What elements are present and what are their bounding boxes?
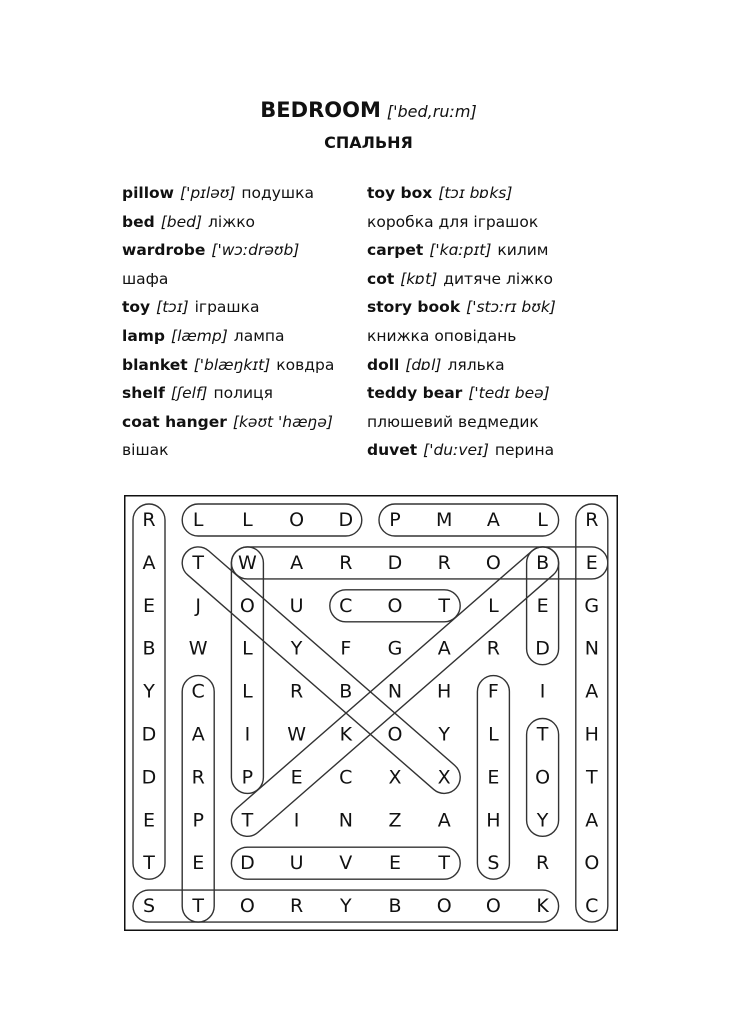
word-search-svg	[124, 495, 618, 931]
grid-letter: B	[536, 551, 550, 574]
grid-letter: I	[539, 680, 546, 703]
title-word: BEDROOM	[260, 98, 381, 122]
vocab-line	[122, 351, 382, 380]
grid-letter: D	[387, 551, 403, 574]
vocab-translation: коробка для іграшок	[367, 212, 539, 231]
vocab-line	[367, 408, 667, 437]
vocab-transcription: ['duːveɪ]	[423, 441, 489, 460]
vocab-line	[367, 322, 667, 351]
vocab-list-right	[367, 179, 667, 465]
vocab-line	[367, 293, 667, 322]
vocab-translation: шафа	[122, 269, 169, 288]
grid-letter: Y	[536, 809, 549, 832]
grid-letter: E	[290, 766, 303, 789]
grid-letter: E	[388, 852, 402, 875]
vocab-line	[122, 293, 382, 322]
grid-letter: B	[339, 680, 353, 703]
vocab-line	[122, 379, 382, 408]
vocab-translation: перина	[494, 441, 555, 460]
grid-letter: B	[388, 895, 402, 918]
vocab-transcription: ['wɔːdrəʊb]	[211, 241, 300, 260]
grid-letter: F	[487, 680, 499, 703]
grid-letter: Y	[290, 637, 303, 660]
vocab-word: blanket	[122, 355, 188, 374]
grid-letter: N	[584, 637, 599, 660]
grid-letter: I	[244, 723, 251, 746]
grid-letter: R	[339, 551, 353, 574]
grid-letter: C	[339, 766, 353, 789]
vocab-transcription: [tɔɪ bɒks]	[438, 184, 513, 202]
page-title	[0, 98, 737, 122]
vocab-line	[367, 379, 667, 408]
grid-letter: N	[338, 809, 353, 832]
grid-letter: O	[584, 852, 600, 875]
grid-letter: E	[536, 594, 549, 617]
vocab-word: shelf	[122, 384, 165, 403]
grid-letter: J	[195, 594, 202, 617]
grid-letter: C	[339, 594, 353, 617]
vocab-word: bed	[122, 212, 155, 231]
grid-letter: A	[290, 551, 304, 574]
vocab-word: story book	[367, 298, 461, 317]
grid-letter: I	[293, 809, 300, 832]
grid-letter: H	[437, 680, 452, 703]
vocab-word: carpet	[367, 241, 424, 260]
vocab-line	[367, 236, 667, 265]
grid-letter: S	[487, 852, 500, 875]
grid-letter: L	[242, 509, 253, 531]
grid-letter: E	[192, 852, 205, 875]
vocab-word: cot	[367, 269, 395, 288]
grid-letter: B	[142, 637, 156, 660]
grid-letter: A	[585, 680, 599, 703]
vocab-word: toy	[122, 298, 151, 317]
grid-letter: C	[191, 680, 205, 703]
grid-letter: Z	[388, 809, 402, 832]
grid-letter: L	[488, 594, 499, 617]
grid-letter: U	[289, 594, 304, 617]
grid-letter: R	[289, 680, 304, 703]
vocab-transcription: [bed]	[160, 212, 203, 231]
grid-letter: T	[192, 895, 205, 918]
vocab-line	[367, 436, 667, 465]
vocab-translation: лампа	[233, 326, 285, 345]
vocab-word: doll	[367, 355, 400, 374]
grid-letter: L	[242, 637, 253, 660]
found-word-ring	[182, 676, 214, 923]
vocab-line	[367, 351, 667, 380]
grid-letter: G	[584, 594, 600, 617]
vocab-translation: килим	[497, 241, 549, 260]
grid-letter: R	[191, 766, 205, 789]
grid-letter: O	[485, 895, 501, 918]
vocab-line	[367, 179, 667, 208]
grid-letter: A	[437, 809, 451, 832]
grid-letter: A	[191, 723, 205, 746]
grid-letter: D	[240, 852, 255, 875]
vocab-translation: ковдра	[276, 355, 335, 374]
vocab-word: wardrobe	[122, 241, 206, 260]
grid-letter: X	[388, 766, 402, 789]
vocab-translation: ліжко	[208, 212, 256, 231]
vocab-transcription: ['kɑːpɪt]	[429, 241, 492, 260]
vocab-translation: вішак	[122, 441, 169, 460]
grid-letter: L	[192, 509, 204, 531]
vocab-transcription: [tɔɪ]	[156, 298, 189, 317]
page-subtitle: СПАЛЬНЯ	[324, 133, 413, 152]
grid-letter: E	[142, 809, 156, 832]
grid-letter: O	[239, 895, 255, 918]
title-transcription: ['bed,ruːm]	[386, 102, 477, 121]
vocab-transcription: ['blæŋkɪt]	[193, 355, 271, 374]
grid-letter: P	[241, 766, 254, 789]
grid-letter: T	[143, 852, 155, 875]
grid-letter: O	[387, 594, 403, 617]
grid-letter: A	[437, 637, 451, 660]
vocab-word: teddy bear	[367, 384, 463, 403]
vocab-word: pillow	[122, 184, 175, 202]
grid-letter: R	[437, 551, 451, 574]
grid-letter: T	[192, 551, 205, 574]
grid-letter: D	[141, 723, 157, 746]
grid-letter: A	[486, 509, 500, 531]
vocab-line	[367, 208, 667, 237]
grid-letter: T	[438, 594, 451, 617]
grid-letter: R	[142, 509, 156, 531]
vocab-translation: іграшка	[194, 298, 260, 317]
vocab-transcription: [kɒt]	[400, 269, 438, 288]
grid-letter: T	[585, 766, 598, 789]
grid-letter: K	[339, 723, 353, 746]
grid-letter: L	[242, 680, 253, 703]
grid-letter: O	[289, 509, 305, 531]
grid-letter: O	[387, 723, 403, 746]
vocab-line	[122, 265, 382, 294]
grid-letter: R	[486, 637, 501, 660]
vocab-transcription: [læmp]	[171, 326, 228, 345]
grid-letter: O	[239, 594, 255, 617]
found-word-ring	[231, 547, 607, 579]
grid-letter: T	[438, 852, 451, 875]
grid-letter: O	[436, 895, 452, 918]
vocab-translation: полиця	[213, 384, 273, 403]
grid-letter: D	[141, 766, 157, 789]
grid-letter: D	[338, 509, 354, 531]
vocab-transcription: ['stɔːrɪ bʊk]	[466, 298, 556, 317]
grid-letter: E	[487, 766, 500, 789]
grid-letter: O	[535, 766, 551, 789]
grid-letter: R	[289, 895, 304, 918]
vocab-word: coat hanger	[122, 412, 227, 431]
vocab-transcription: [kəʊt 'hæŋə]	[232, 412, 333, 431]
vocab-translation: дитяче ліжко	[443, 269, 554, 288]
vocab-line	[122, 179, 382, 208]
grid-letter: V	[339, 852, 353, 875]
vocab-transcription: [ʃelf]	[170, 384, 208, 403]
grid-letter: W	[287, 723, 306, 746]
grid-letter: N	[387, 680, 403, 703]
vocab-word: duvet	[367, 441, 418, 460]
grid-letter: L	[488, 723, 499, 746]
vocab-line	[122, 322, 382, 351]
grid-letter: C	[585, 895, 599, 918]
word-search-grid	[124, 495, 618, 931]
found-word-ring	[182, 504, 362, 536]
vocab-transcription: ['pɪləʊ]	[180, 184, 236, 202]
vocab-line	[122, 208, 382, 237]
grid-letter: P	[192, 809, 204, 832]
vocab-line	[367, 265, 667, 294]
vocab-transcription: ['tedɪ beə]	[468, 384, 550, 403]
grid-letter: Y	[143, 680, 155, 703]
grid-letter: W	[238, 551, 257, 574]
grid-letter: L	[537, 509, 548, 531]
grid-letter: T	[536, 723, 549, 746]
grid-letter: P	[389, 509, 401, 531]
grid-letter: X	[437, 766, 451, 789]
found-word-ring	[379, 504, 559, 536]
grid-letter: T	[241, 809, 254, 832]
grid-letter: E	[142, 594, 156, 617]
grid-letter: U	[289, 852, 304, 875]
grid-letter: F	[340, 637, 352, 660]
vocab-translation: книжка оповідань	[367, 326, 517, 345]
grid-letter: Y	[438, 723, 451, 746]
grid-letter: A	[142, 551, 156, 574]
grid-letter: D	[535, 637, 550, 660]
grid-letter: G	[387, 637, 403, 660]
grid-letter: R	[585, 509, 599, 531]
vocab-word: lamp	[122, 326, 166, 345]
grid-letter: E	[585, 551, 598, 574]
grid-letter: K	[536, 895, 549, 918]
grid-letter: Y	[339, 895, 352, 918]
vocab-translation: подушка	[241, 184, 314, 202]
grid-letter: W	[188, 637, 208, 660]
vocab-line	[122, 436, 382, 465]
vocab-line	[122, 236, 382, 265]
vocab-line	[122, 408, 382, 437]
grid-letter: M	[435, 509, 453, 531]
vocab-word: toy box	[367, 184, 433, 202]
vocab-translation: лялька	[447, 355, 505, 374]
grid-letter: H	[584, 723, 599, 746]
vocab-list-left	[122, 179, 382, 465]
vocab-transcription: [dɒl]	[405, 355, 442, 374]
grid-letter: S	[142, 895, 156, 918]
grid-letter: H	[486, 809, 501, 832]
grid-letter: R	[535, 852, 550, 875]
grid-letter: O	[485, 551, 501, 574]
grid-letter: A	[585, 809, 599, 832]
vocab-translation: плюшевий ведмедик	[367, 412, 539, 431]
